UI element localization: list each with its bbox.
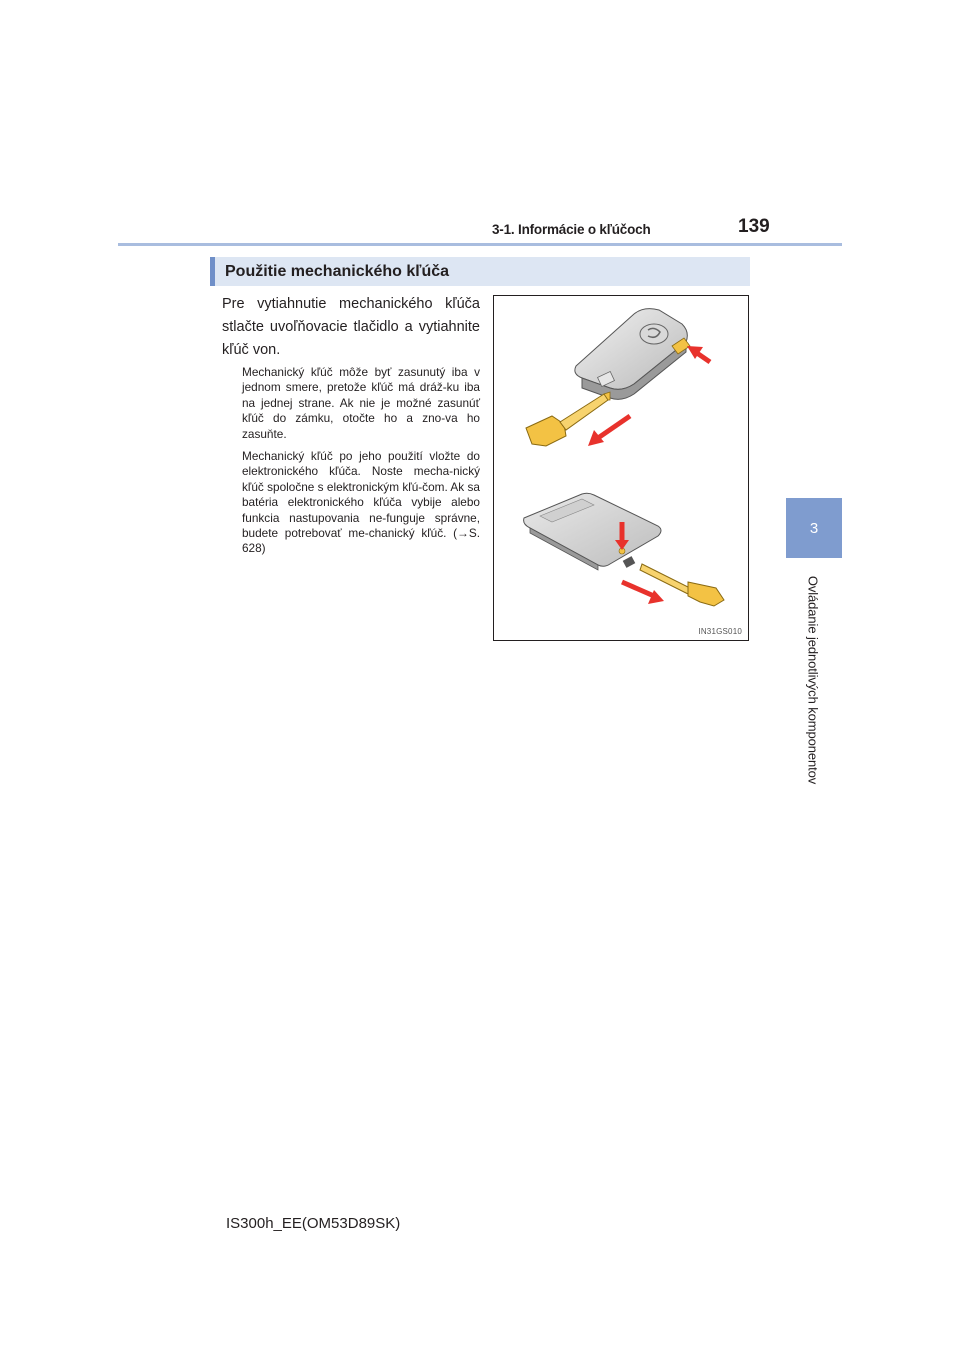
smart-key-fob xyxy=(575,309,690,400)
body-paragraph: Pre vytiahnutie mechanického kľúča stlačte uvoľňovacie tlačidlo a vytiahnite kľúč von. xyxy=(222,296,480,358)
key-illustration-drawing xyxy=(494,296,750,642)
note-paragraph-2: Mechanický kľúč po jeho použití vložte do elektronického kľúča. Noste mecha-nický kľúč spoločne s elektronickým kľú-čom. Ak sa batéria elektronického kľúča vybije alebo funkcia nastupovania ne-funguje správne, budete potrebovať me-chanický kľúč. (→S. 628) xyxy=(242,449,480,556)
pull-arrow-1 xyxy=(588,416,630,446)
illustration-code: IN31GS010 xyxy=(698,627,742,636)
section-heading xyxy=(210,257,750,286)
card-key xyxy=(524,493,661,570)
header-divider xyxy=(118,243,842,246)
running-header-section: 3-1. Informácie o kľúčoch xyxy=(492,222,651,237)
chapter-tab xyxy=(786,498,842,558)
pull-arrow-2 xyxy=(622,582,664,604)
release-arrow xyxy=(687,346,710,362)
section-heading-text: Použitie mechanického kľúča xyxy=(225,262,450,280)
note-paragraph-1: Mechanický kľúč môže byť zasunutý iba v jednom smere, pretože kľúč má dráž-ku iba na jednej strane. Ak nie je možné zasunúť kľúč do zámku, otočte ho a zno-va ho zasuňte. xyxy=(242,365,480,441)
footer-model-code: IS300h_EE(OM53D89SK) xyxy=(226,1215,401,1232)
page-number: 139 xyxy=(738,216,770,237)
key-illustration xyxy=(493,295,749,641)
chapter-number: 3 xyxy=(809,519,819,537)
chapter-side-label: Ovládanie jednotlivých komponentov xyxy=(805,575,821,785)
